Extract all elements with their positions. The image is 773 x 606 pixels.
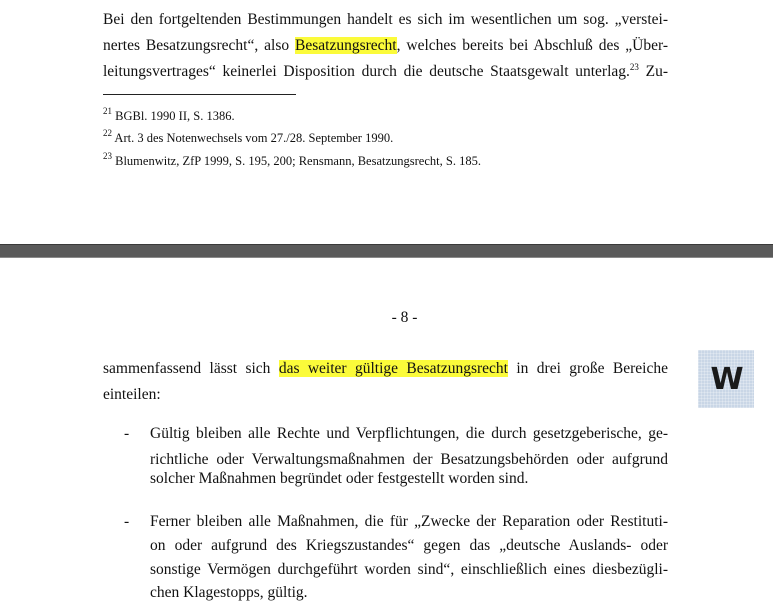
footnote — [103, 106, 235, 126]
highlighted-term: Besatzungsrecht — [295, 37, 397, 54]
paragraph-text: Zu- — [638, 63, 668, 80]
bullet-marker: - — [124, 425, 130, 442]
footnote — [103, 128, 393, 148]
footnote-text: Blumenwitz, ZfP 1999, S. 195, 200; Rensmann, Besatzungsrecht, S. 185. — [112, 154, 481, 168]
paragraph-line — [103, 359, 668, 379]
footnote-separator — [103, 94, 296, 95]
paragraph-text: , welches bereits bei Abschluß des „Über- — [396, 37, 668, 54]
paragraph-line — [103, 36, 668, 56]
footnote-number: 22 — [103, 128, 112, 138]
paragraph-text: nertes Besatzungsrecht“, also — [103, 37, 296, 54]
footnote-number: 23 — [103, 151, 112, 161]
paragraph-text: sammenfassend lässt sich — [103, 360, 279, 377]
bullet-line: richtliche oder Verwaltungsmaßnahmen der Besatzungsbehörden oder aufgrund — [150, 451, 668, 468]
bullet-line: on oder aufgrund des Kriegszustandes“ gegen das „deutsche Auslands- oder — [150, 537, 668, 554]
footnote — [103, 151, 481, 171]
document-page-bottom — [0, 258, 773, 606]
paragraph-text: in drei große Bereiche — [507, 360, 669, 377]
document-page-top — [0, 0, 773, 244]
footnote-text: Art. 3 des Notenwechsels vom 27./28. September 1990. — [112, 131, 394, 145]
paragraph-line: einteilen: — [103, 386, 161, 403]
page-number: - 8 - — [391, 309, 418, 326]
footnote-number: 21 — [103, 106, 112, 116]
word-w-icon[interactable] — [698, 350, 754, 408]
footnote-reference[interactable]: 23 — [629, 62, 639, 72]
bullet-marker: - — [124, 513, 130, 530]
badge-letter: W — [710, 361, 742, 397]
paragraph-line — [103, 62, 668, 82]
bullet-line: sonstige Vermögen durchgeführt worden sind“, einschließlich eines diesbezügli- — [150, 561, 668, 578]
paragraph-line: Bei den fortgeltenden Bestimmungen handelt es sich im wesentlichen um sog. „verstei- — [103, 11, 668, 28]
bullet-line: chen Klagestopps, gültig. — [150, 584, 308, 601]
bullet-line: Ferner bleiben alle Maßnahmen, die für „Zwecke der Reparation oder Restituti- — [150, 513, 668, 530]
footnote-text: BGBl. 1990 II, S. 1386. — [112, 109, 235, 123]
page-gap — [0, 244, 773, 258]
paragraph-text: leitungsvertrages“ keinerlei Disposition durch die deutsche Staatsgewalt unterlag. — [103, 63, 630, 80]
highlighted-term: das weiter gültige Besatzungsrecht — [278, 360, 508, 377]
bullet-line: Gültig bleiben alle Rechte und Verpflichtungen, die durch gesetzgeberische, ge- — [150, 425, 668, 442]
bullet-line: solcher Maßnahmen begründet oder festgestellt worden sind. — [150, 470, 529, 487]
